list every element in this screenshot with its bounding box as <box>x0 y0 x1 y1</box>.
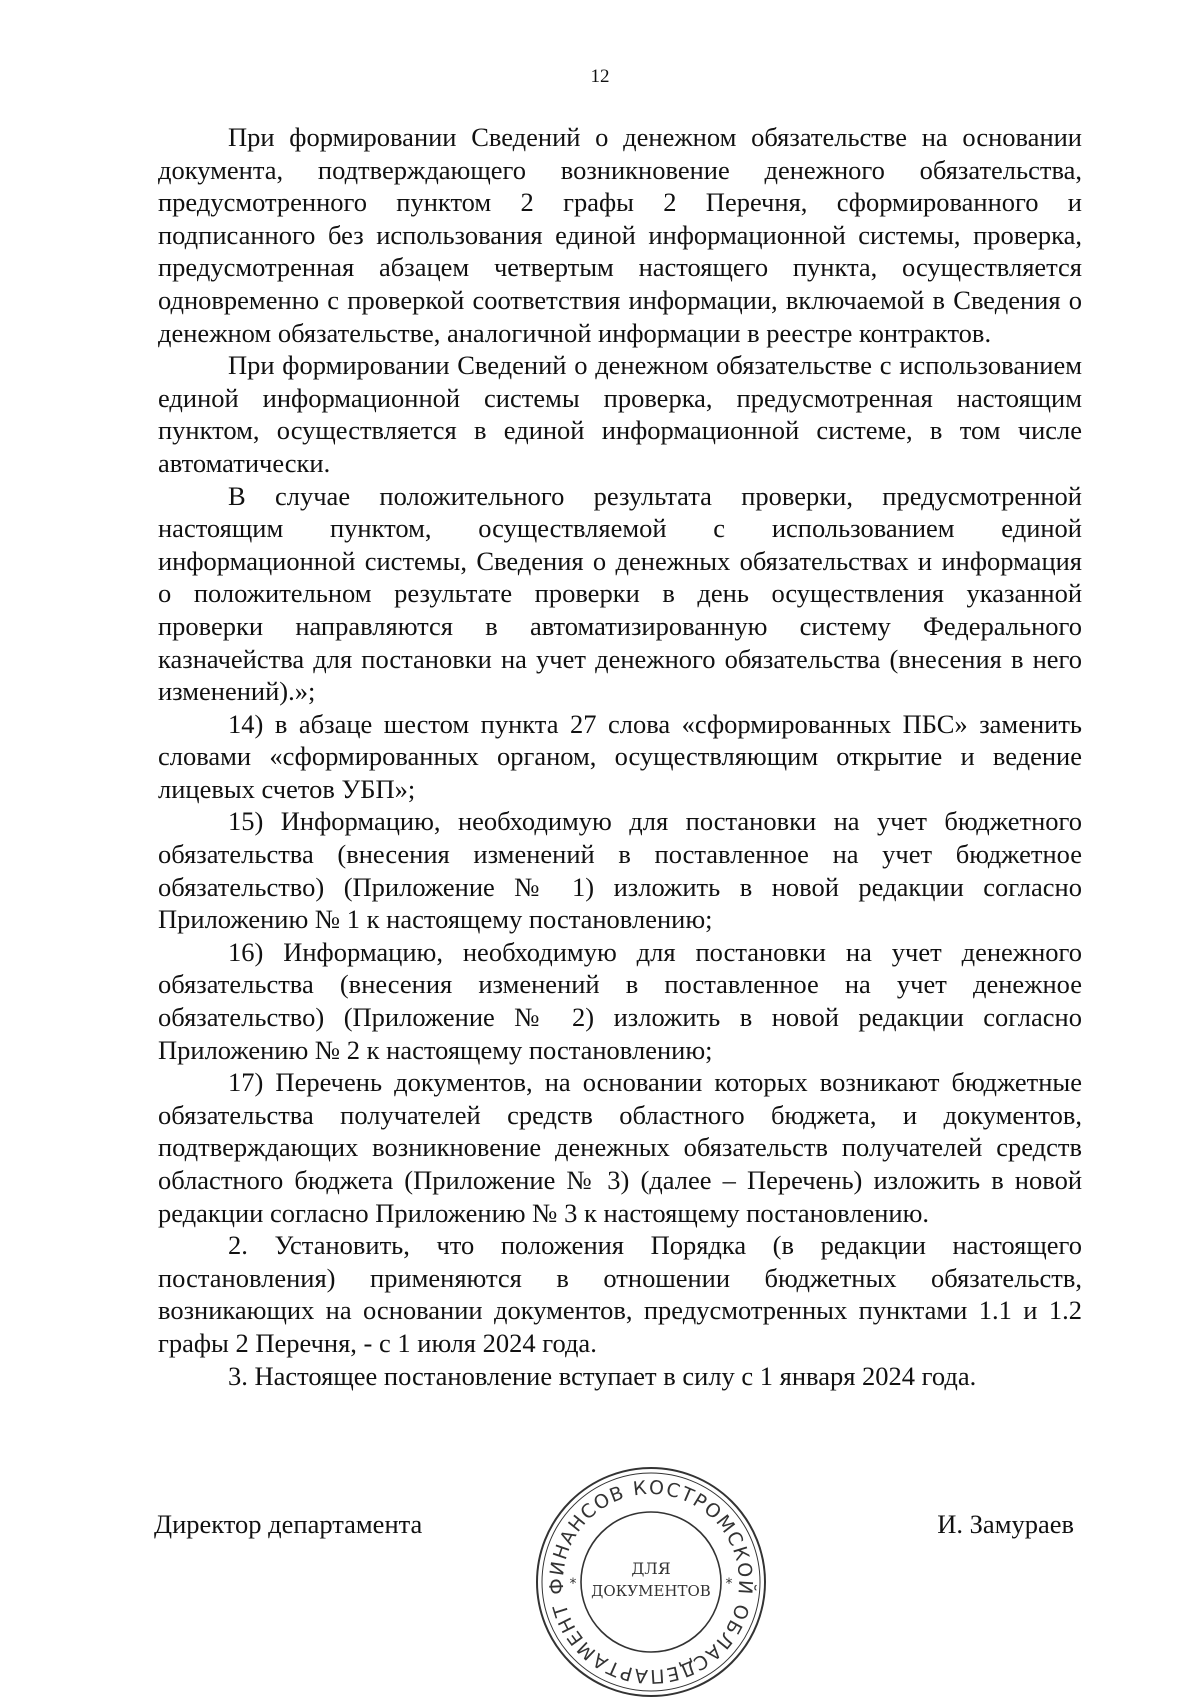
paragraph: При формировании Сведений о денежном обязательстве на основании документа, подтверждающего возникновение денежного обязательства, предусмотренного пунктом 2 графы 2 Перечня, сформированного и подписанного без использования единой информационной системы, проверка, предусмотренная абзацем четвертым настоящего пункта, осуществляется одновременно с проверкой соответствия информации, включаемой в Сведения о денежном обязательстве, аналогичной информации в реестре контрактов. <box>158 122 1082 348</box>
svg-text:*: * <box>569 1576 577 1592</box>
seal-center-line-1: ДЛЯ <box>631 1559 671 1578</box>
paragraph: 17) Перечень документов, на основании которых возникают бюджетные обязательства получателей средств областного бюджета, и документов, подтверждающих возникновение денежных обязательств получателей средств областного бюджета (Приложение № 3) (далее – Перечень) изложить в новой редакции согласно Приложению № 3 к настоящему постановлению. <box>158 1067 1082 1228</box>
paragraph: 15) Информацию, необходимую для постановки на учет бюджетного обязательства (внесения изменений в поставленное на учет бюджетное обязательство) (Приложение № 1) изложить в новой редакции согласно Приложению № 1 к настоящему постановлению; <box>158 806 1082 935</box>
paragraph: В случае положительного результата проверки, предусмотренной настоящим пунктом, осуществляемой с использованием единой информационной системы, Сведения о денежных обязательствах и информация о положительном результате проверки в день осуществления указанной проверки направляются в автоматизированную систему Федерального казначейства для постановки на учет денежного обязательства (внесения в него изменений).»; <box>158 480 1082 707</box>
paragraph: При формировании Сведений о денежном обязательстве с использованием единой информационной системы проверка, предусмотренная настоящим пунктом, осуществляется в единой информационной системе, в том числе автоматически. <box>158 350 1082 478</box>
paragraph: 16) Информацию, необходимую для постановки на учет денежного обязательства (внесения изменений в поставленное на учет денежное обязательство) (Приложение № 2) изложить в новой редакции согласно Приложению № 2 к настоящему постановлению; <box>158 936 1082 1065</box>
seal-ring-text: ДЕПАРТАМЕНТ ФИНАНСОВ КОСТРОМСКОЙ ОБЛАСТИ <box>545 1476 757 1688</box>
paragraph: 14) в абзаце шестом пункта 27 слова «сформированных ПБС» заменить словами «сформированных органом, осуществляющим открытие и ведение лицевых счетов УБП»; <box>158 708 1082 804</box>
paragraph: 3. Настоящее постановление вступает в силу с 1 января 2024 года. <box>228 1360 977 1391</box>
paragraph: 2. Установить, что положения Порядка (в редакции настоящего постановления) применяются в отношении бюджетных обязательств, возникающих на основании документов, предусмотренных пунктами 1.1 и 1.2 графы 2 Перечня, - с 1 июля 2024 года. <box>158 1230 1082 1358</box>
signatory-name: И. Замураев <box>937 1509 1074 1539</box>
document-body <box>158 121 1082 1392</box>
official-seal <box>533 1464 769 1700</box>
seal-center-line-2: ДОКУМЕНТОВ <box>591 1582 711 1600</box>
seal-graphic <box>533 1464 769 1700</box>
page-number: 12 <box>590 66 610 87</box>
signatory-title: Директор департамента <box>154 1509 423 1539</box>
svg-text:*: * <box>725 1576 733 1592</box>
